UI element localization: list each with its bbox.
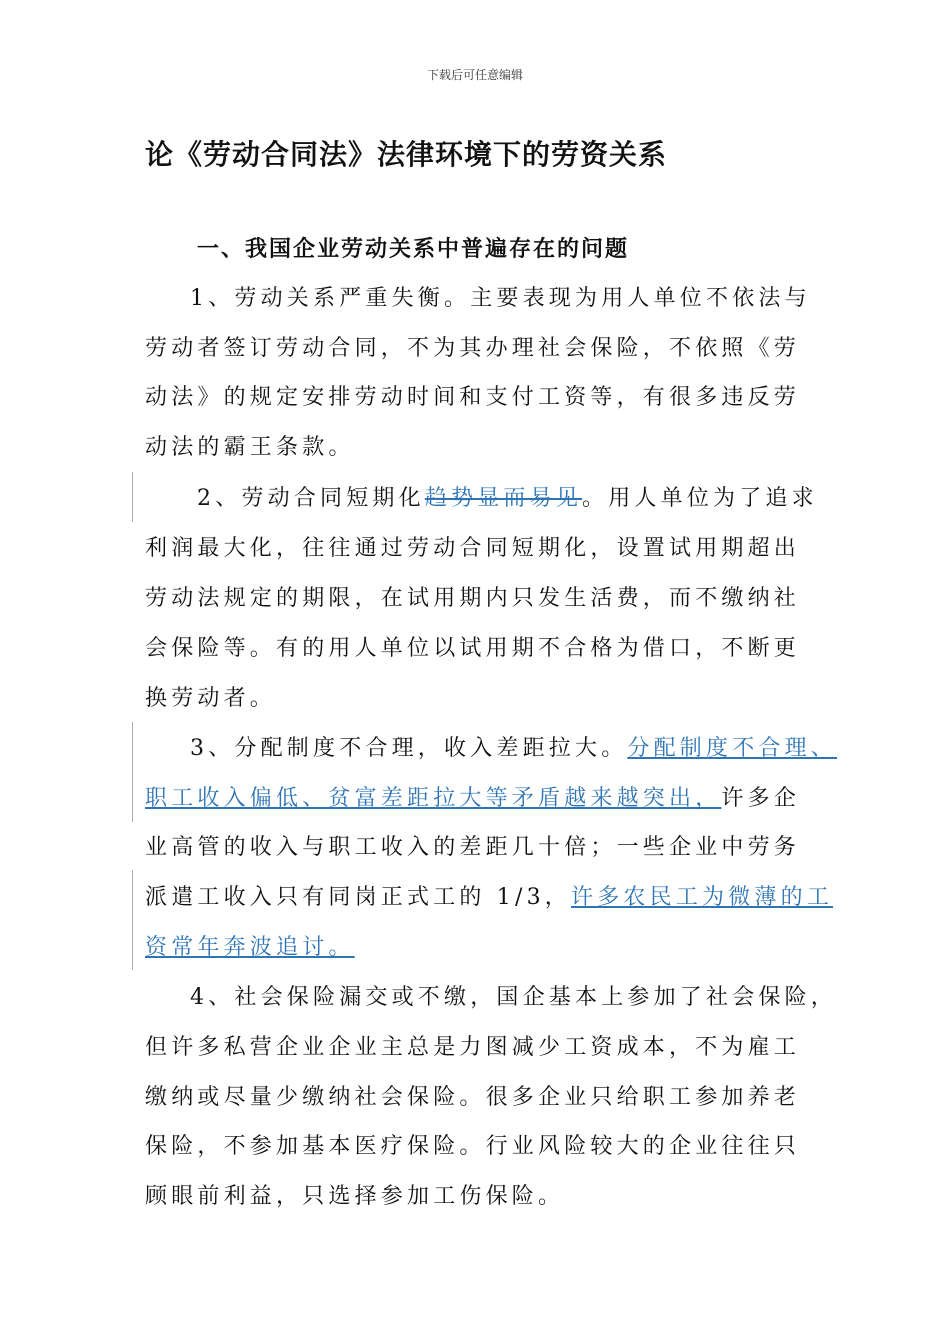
section-heading: 一、我国企业劳动关系中普遍存在的问题 xyxy=(197,236,630,262)
paragraph-1-line-2: 劳动者签订劳动合同，不为其办理社会保险，不依照《劳 xyxy=(145,336,801,361)
paragraph-2-text: 2、劳动合同短期化 xyxy=(197,486,425,511)
inserted-text: 许多农民工为微薄的工 xyxy=(571,885,834,910)
paragraph-3-text: 派遣工收入只有同岗正式工的 1/3， xyxy=(145,885,572,910)
paragraph-4-line-3: 缴纳或尽量少缴纳社会保险。很多企业只给职工参加养老 xyxy=(145,1085,801,1110)
paragraph-3-line-2 xyxy=(145,784,800,814)
paragraph-1-line-3: 动法》的规定安排劳动时间和支付工资等，有很多违反劳 xyxy=(145,385,801,410)
paragraph-1-line-1: 1、劳动关系严重失衡。主要表现为用人单位不依法与 xyxy=(190,286,811,311)
paragraph-2-line-3: 劳动法规定的期限，在试用期内只发生活费，而不缴纳社 xyxy=(145,586,801,611)
inserted-text: 分配制度不合理、 xyxy=(627,736,838,761)
paragraph-1-line-4: 动法的霸王条款。 xyxy=(145,435,355,460)
revision-change-bar xyxy=(132,722,133,822)
paragraph-4-line-2: 但许多私营企业企业主总是力图减少工资成本，不为雇工 xyxy=(145,1035,801,1060)
inserted-text: 资常年奔波追讨。 xyxy=(145,935,355,960)
paragraph-2-line-4: 会保险等。有的用人单位以试用期不合格为借口，不断更 xyxy=(145,636,801,661)
document-title: 论《劳动合同法》法律环境下的劳资关系 xyxy=(145,138,668,171)
paragraph-4-line-4: 保险，不参加基本医疗保险。行业风险较大的企业往往只 xyxy=(145,1134,801,1159)
paragraph-2-line-5: 换劳动者。 xyxy=(145,686,277,711)
paragraph-3-line-4 xyxy=(145,883,833,913)
paragraph-3-text: 许多企 xyxy=(721,786,801,811)
paragraph-3-text: 3、分配制度不合理，收入差距拉大。 xyxy=(190,736,628,761)
revision-change-bar xyxy=(132,472,133,522)
paragraph-2-text: 。用人单位为了追求 xyxy=(582,486,818,511)
inserted-text: 职工收入偏低、贫富差距拉大等矛盾越来越突出， xyxy=(145,786,722,811)
revision-change-bar xyxy=(132,870,133,970)
deleted-text: 趋势显而易见 xyxy=(424,486,583,511)
header-note: 下载后可任意编辑 xyxy=(426,68,523,82)
paragraph-4-line-1: 4、社会保险漏交或不缴，国企基本上参加了社会保险， xyxy=(190,985,837,1010)
paragraph-3-line-3: 业高管的收入与职工收入的差距几十倍；一些企业中劳务 xyxy=(145,835,801,860)
paragraph-4-line-5: 顾眼前利益，只选择参加工伤保险。 xyxy=(145,1184,565,1209)
paragraph-2-line-1 xyxy=(197,484,818,514)
paragraph-3-line-5 xyxy=(145,933,355,963)
paragraph-3-line-1 xyxy=(190,734,837,764)
paragraph-2-line-2: 利润最大化，往往通过劳动合同短期化，设置试用期超出 xyxy=(145,536,801,561)
